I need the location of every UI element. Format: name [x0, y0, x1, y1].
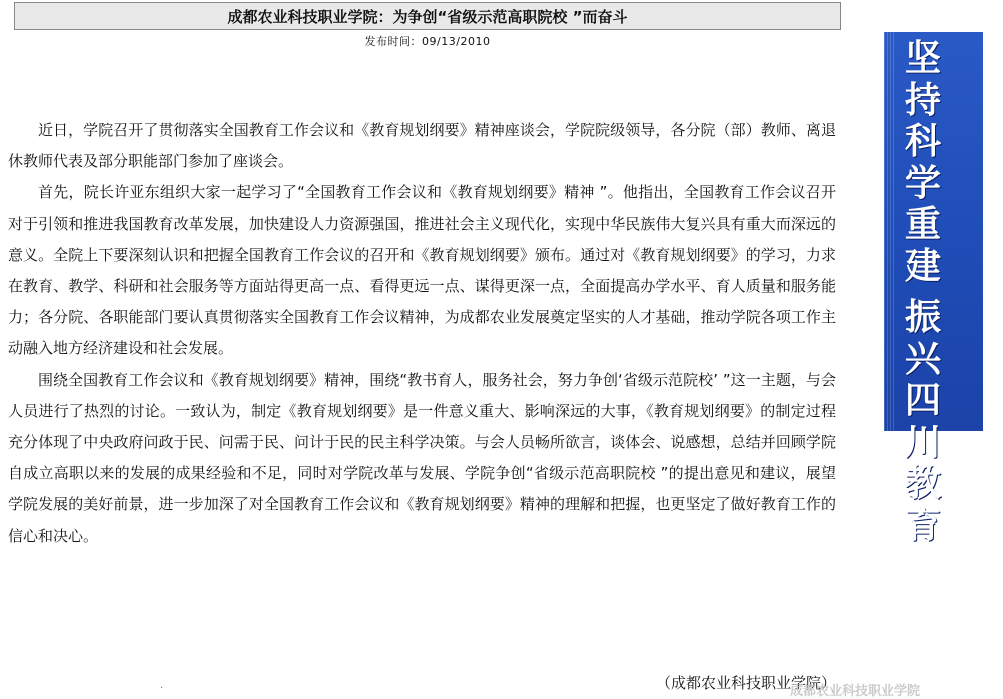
banner-char: 兴: [905, 337, 942, 380]
paragraph: 围绕全国教育工作会议和《教育规划纲要》精神，围绕“教书育人，服务社会，努力争创‘省级示范院校’ ”这一主题，与会人员进行了热烈的讨论。一致认为，制定《教育规划纲要》是一件意义重大、影响深远的大事，《教育规划纲要》的制定过程充分体现了中央政府问政于民、问需于民、问计于民的民主科学决策。与会人员畅所欲言，谈体会、说感想，总结并回顾学院自成立高职以来的发展的成果经验和不足，同时对学院改革与发展、学院争创“省级示范高职院校 ”的提出意见和建议，展望学院发展的美好前景，进一步加深了对全国教育工作会议和《教育规划纲要》精神的理解和把握，也更坚定了做好教育工作的信心和决心。: [8, 370, 836, 545]
banner-stripes: [884, 32, 894, 431]
publish-date: 发布时间：09/13/2010: [364, 35, 491, 48]
banner-char: 持: [905, 78, 942, 121]
paragraph: 首先，院长许亚东组织大家一起学习了“全国教育工作会议和《教育规划纲要》精神 ”。他指出，全国教育工作会议召开对于引领和推进我国教育改革发展，加快建设人力资源强国，推进社会主义现代化，实现中华民族伟大复兴具有重大而深远的意义。全院上下要深刻认识和把握全国教育工作会议的召开和《教育规划纲要》颁布。通过对《教育规划纲要》的学习，力求在教育、教学、科研和社会服务等方面站得更高一点、看得更远一点、谋得更深一点，全面提高办学水平、育人质量和服务能力；各分院、各职能部门要认真贯彻落实全国教育工作会议精神，为成都农业发展奠定坚实的人才基础，推动学院各项工作主动融入地方经济建设和社会发展。: [8, 183, 836, 358]
banner-char: 坚: [905, 37, 942, 79]
banner-char: 振: [905, 296, 942, 338]
article-body: [8, 115, 836, 552]
article-signature: （成都农业科技职业学院）: [655, 674, 836, 692]
banner-slogan: [905, 38, 941, 546]
paragraph: 近日，学院召开了贯彻落实全国教育工作会议和《教育规划纲要》精神座谈会，学院院级领导，各分院（部）教师、离退休教师代表及部分职能部门参加了座谈会。: [8, 121, 836, 171]
banner-char: 教: [905, 462, 942, 504]
banner-char: 建: [905, 244, 942, 287]
article-title: 成都农业科技职业学院：为争创“省级示范高职院校 ”而奋斗: [227, 7, 628, 26]
banner-char: 重: [905, 203, 942, 245]
banner-char: 学: [905, 161, 942, 204]
banner-char: 科: [905, 120, 942, 162]
slogan-banner: [884, 32, 983, 546]
banner-char: 四: [905, 379, 942, 421]
article-title-bar: [14, 2, 841, 30]
watermark: 成都农业科技职业学院: [790, 684, 921, 699]
banner-char: 川: [905, 420, 942, 463]
banner-char: 育: [905, 503, 942, 546]
decorative-dot: .: [160, 680, 164, 691]
